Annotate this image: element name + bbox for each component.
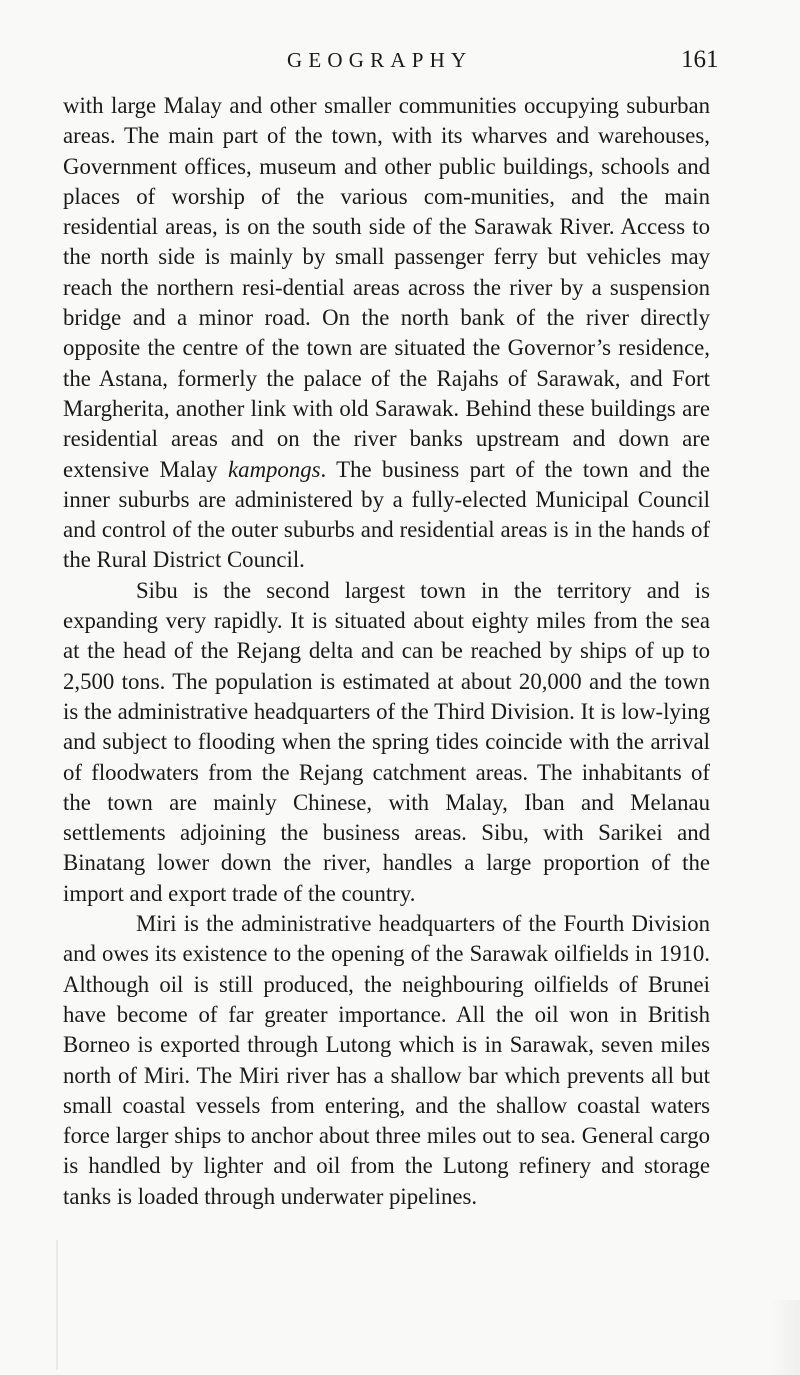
body-text (63, 91, 710, 1212)
italic-term: kampongs (228, 456, 321, 482)
paragraph-sibu: Sibu is the second largest town in the territory and is expanding very rapidly. It is situated about eighty miles from the sea at the head of the Rejang delta and can be reached by ships of up to 2,500 tons. The population is estimated at about 20,000 and the town is the administrative headquarters of the Third Division. It is low-lying and subject to flooding when the spring tides coincide with the arrival of floodwaters from the Rejang catchment areas. The inhabitants of the town are mainly Chinese, with Malay, Iban and Melanau settlements adjoining the business areas. Sibu, with Sarikei and Binatang lower down the river, handles a large proportion of the import and export trade of the country. (63, 577, 710, 906)
running-head (0, 46, 800, 86)
scan-artifact (56, 1240, 58, 1370)
paragraph-miri: Miri is the administrative headquarters of the Fourth Division and owes its existence to the opening of the Sarawak oilfields in 1910. Although oil is still produced, the neighbouring oilfields of Brunei have become of far greater importance. All the oil won in British Borneo is exported through Lutong which is in Sarawak, seven miles north of Miri. The Miri river has a shallow bar which prevents all but small coastal vessels from entering, and the shallow coastal waters force larger ships to anchor about three miles out to sea. General cargo is handled by lighter and oil from the Lutong refinery and storage tanks is loaded through underwater pipelines. (63, 911, 710, 1209)
paragraph-text: with large Malay and other smaller communities occupying suburban areas. The main part of the town, with its wharves and warehouses, Government offices, museum and other public buildings, schools and places of worship of the various com-munities, and the main residential areas, is on the south side of the Sarawak River. Access to the north side is mainly by small passenger ferry but vehicles may reach the northern resi-dential areas across the river by a suspension bridge and a minor road. On the north bank of the river directly opposite the centre of the town are situated the Governor’s residence, the Astana, formerly the palace of the Rajahs of Sarawak, and Fort Margherita, another link with old Sarawak. Behind these buildings are residential areas and on the river banks upstream and down are extensive Malay (63, 93, 710, 482)
page-number: 161 (681, 46, 719, 73)
paragraph-kuching-continued (63, 91, 710, 576)
chapter-title: GEOGRAPHY (287, 48, 473, 72)
paragraph-text: . The business part of the town and the inner suburbs are administered by a fully-elected Municipal Council and control of the outer suburbs and residential areas is in the hands of the Rural District Council. (63, 456, 710, 573)
page-edge-shadow (770, 1300, 800, 1375)
